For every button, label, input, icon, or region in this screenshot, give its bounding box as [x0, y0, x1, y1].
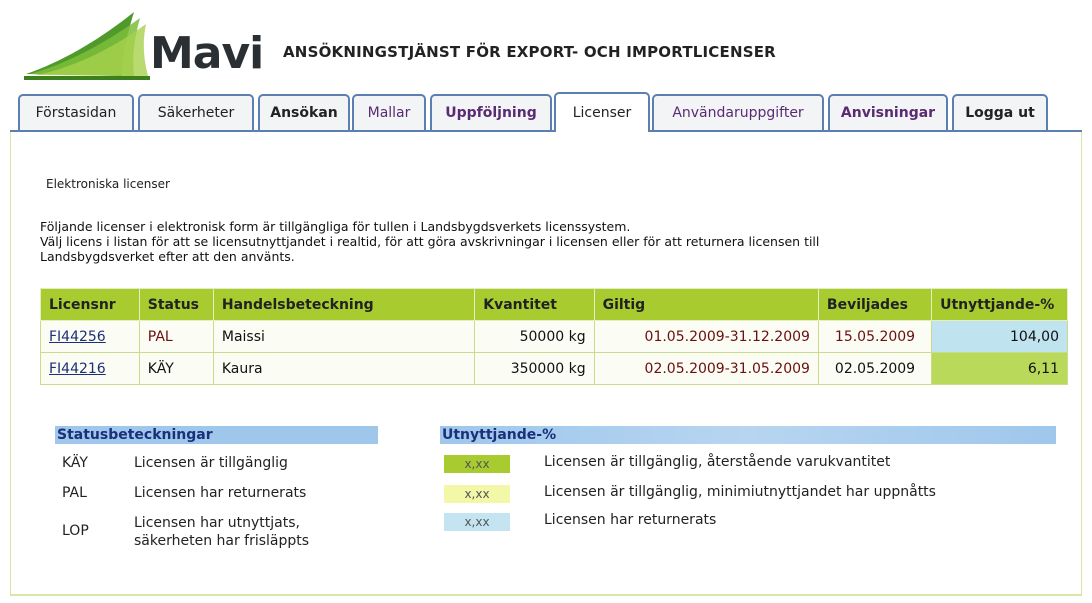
tab-forstasidan[interactable]: Förstasidan	[18, 94, 134, 130]
app-header	[0, 0, 1092, 92]
status-description: Licensen är tillgänglig	[134, 455, 288, 471]
status-description-line: Licensen har utnyttjats,	[134, 515, 300, 531]
handelsbeteckning-cell: Kaura	[213, 353, 474, 385]
col-beviljades: Beviljades	[818, 289, 931, 321]
utnyttjande-cell: 6,11	[932, 353, 1068, 385]
swatch-green: x,xx	[444, 455, 510, 473]
main-tabs	[10, 94, 1088, 132]
giltig-cell: 01.05.2009-31.12.2009	[594, 321, 818, 353]
intro-line-1: Följande licenser i elektronisk form är tillgängliga för tullen i Landsbygdsverkets licenssystem.	[40, 219, 631, 234]
status-code: PAL	[62, 485, 87, 501]
utnyttjande-cell: 104,00	[932, 321, 1068, 353]
beviljades-cell: 15.05.2009	[818, 321, 931, 353]
util-description: Licensen är tillgänglig, minimiutnyttjandet har uppnåtts	[544, 484, 936, 500]
mavi-logo-icon	[22, 8, 152, 80]
kvantitet-cell: 50000 kg	[475, 321, 594, 353]
util-description: Licensen är tillgänglig, återstående varukvantitet	[544, 454, 891, 470]
status-description	[134, 514, 309, 550]
status-cell: PAL	[139, 321, 213, 353]
status-code: KÄY	[62, 455, 88, 471]
status-description-line: säkerheten har frisläppts	[134, 533, 310, 549]
col-licensnr: Licensnr	[41, 289, 140, 321]
beviljades-cell: 02.05.2009	[818, 353, 931, 385]
logo-text: Mavi	[150, 28, 264, 79]
giltig-cell: 02.05.2009-31.05.2009	[594, 353, 818, 385]
app-title: ANSÖKNINGSTJÄNST FÖR EXPORT- OCH IMPORTLICENSER	[283, 43, 776, 61]
licensnr-cell	[41, 353, 140, 385]
license-link[interactable]: FI44216	[49, 360, 106, 377]
intro-text	[40, 219, 1040, 264]
status-code: LOP	[62, 523, 89, 539]
tab-anvisningar[interactable]: Anvisningar	[828, 94, 948, 130]
table-row	[41, 353, 1068, 385]
kvantitet-cell: 350000 kg	[475, 353, 594, 385]
status-legend-title: Statusbeteckningar	[55, 426, 378, 444]
tab-logga-ut[interactable]: Logga ut	[952, 94, 1048, 130]
col-utnyttjande: Utnyttjande-%	[932, 289, 1068, 321]
license-link[interactable]: FI44256	[49, 328, 106, 345]
page-heading: Elektroniska licenser	[46, 177, 170, 191]
intro-line-2: Välj licens i listan för att se licensutnyttjandet i realtid, för att göra avskrivningar i licensen eller för att returnera licensen till	[40, 234, 820, 249]
swatch-blue: x,xx	[444, 513, 510, 531]
tab-anvandaruppgifter[interactable]: Användaruppgifter	[652, 94, 824, 130]
handelsbeteckning-cell: Maissi	[213, 321, 474, 353]
col-handelsbeteckning: Handelsbeteckning	[213, 289, 474, 321]
tab-licenser[interactable]: Licenser	[554, 92, 650, 132]
tab-mallar[interactable]: Mallar	[352, 94, 426, 130]
util-description: Licensen har returnerats	[544, 512, 717, 528]
col-giltig: Giltig	[594, 289, 818, 321]
status-description: Licensen har returnerats	[134, 485, 307, 501]
status-cell: KÄY	[139, 353, 213, 385]
swatch-yellow: x,xx	[444, 485, 510, 503]
tab-uppfoljning[interactable]: Uppföljning	[430, 94, 552, 130]
licensnr-cell	[41, 321, 140, 353]
tab-sakerheter[interactable]: Säkerheter	[138, 94, 254, 130]
util-legend-title: Utnyttjande-%	[440, 426, 1056, 444]
col-status: Status	[139, 289, 213, 321]
license-table	[40, 288, 1068, 385]
intro-line-3: Landsbygdsverket efter att den använts.	[40, 249, 295, 264]
table-row	[41, 321, 1068, 353]
tab-ansokan[interactable]: Ansökan	[258, 94, 350, 130]
col-kvantitet: Kvantitet	[475, 289, 594, 321]
table-header-row	[41, 289, 1068, 321]
